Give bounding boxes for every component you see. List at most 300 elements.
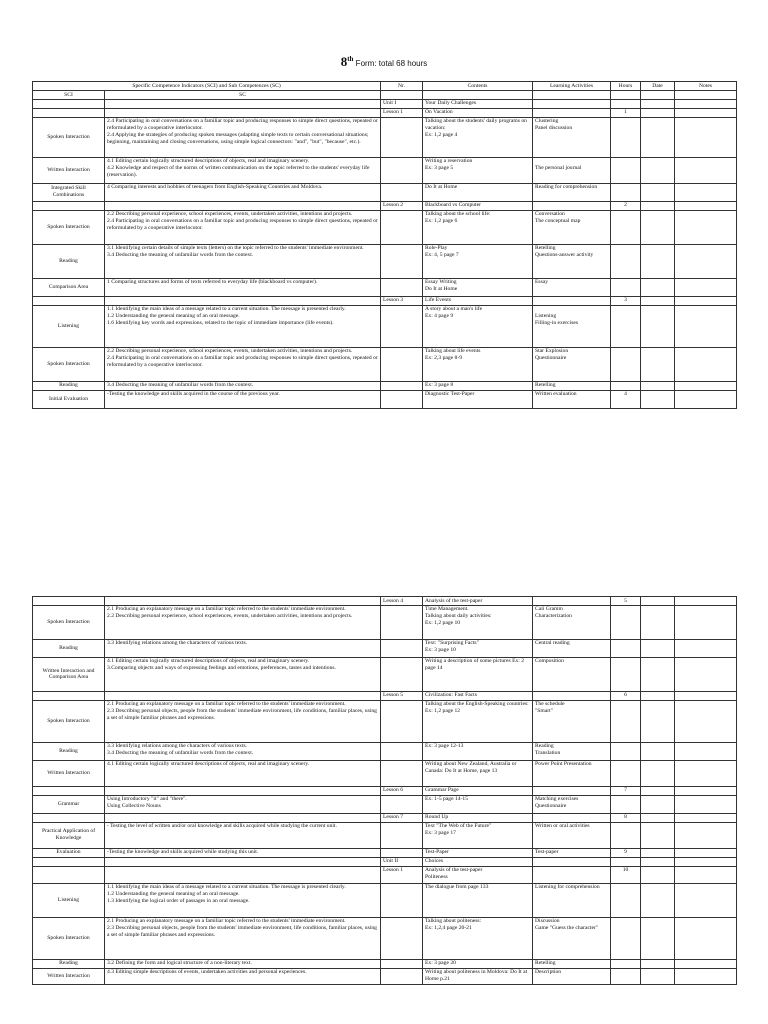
table-row [33,244,737,278]
sc-cell: 2.1 Producing an explanatory message on a familiar topic referred to the students' immediate environment. 2.2 Describing personal experience, school experiences, events, undertaken activities, intentions and projects. [105,605,381,639]
contents-cell: Diagnostic Test-Paper [423,390,533,408]
sc-cell: 4 Comparing interests and hobbies of teenagers from English-Speaking Countries and Moldova. [105,183,381,201]
notes-cell [675,99,737,108]
contents-cell: Time Management. Talking about daily activities: Ex: 1,2 page 10 [423,605,533,639]
header-hours: Hours [611,82,641,91]
sci-cell: Spoken Interaction [33,210,105,244]
subheader-row [33,91,737,100]
nr-cell [381,244,423,278]
date-cell [641,183,675,201]
nr-cell: Lesson 1 [381,866,423,883]
contents-cell: Ex: 3 page 8 [423,381,533,390]
table-row [33,742,737,760]
contents-cell: Writing about New Zealand, Australia or Canada: Do It at Home, page 13 [423,760,533,786]
table-row [33,278,737,296]
table-1-body [33,99,737,408]
activities-cell [533,597,611,606]
nr-cell [381,968,423,984]
sci-cell: Evaluation [33,848,105,857]
sc-cell: 1.1 Identifying the main ideas of a message related to a current situation. The message is presented clearly. 1.2 Understanding the general meaning of an oral message. 1.6 Identifying key words and expressions, related to the topic of immediate importance (life events). [105,305,381,347]
hours-cell [611,883,641,917]
header-activities: Learning Activities [533,82,611,91]
activities-cell: Written or oral activities [533,822,611,848]
date-cell [641,848,675,857]
activities-cell: The personal journal [533,157,611,183]
hours-cell: 10 [611,866,641,883]
contents-cell: Grammar Page [423,786,533,795]
sc-cell: 1.1 Identifying the main ideas of a message related to a current situation. The message is presented clearly. 1.2 Understanding the general meaning of an oral message. 1.3 Identifying the logical order of passages in an oral message. [105,883,381,917]
contents-cell: Round Up [423,813,533,822]
sc-cell: 4.1 Editing certain logically structured descriptions of objects, real and imaginary scenery. 4.2 Knowledge and respect of the norms of written communication on the topic referred to the students' everyday life (reservation). [105,157,381,183]
contents-cell: Role-Play Ex: 4, 5 page 7 [423,244,533,278]
nr-cell: Lesson 4 [381,597,423,606]
contents-cell: On Vacation [423,108,533,117]
header-row [33,82,737,91]
sc-cell [105,99,381,108]
notes-cell [675,883,737,917]
sci-cell: Grammar [33,795,105,813]
table-row [33,968,737,984]
hours-cell [611,183,641,201]
notes-cell [675,760,737,786]
sc-cell: 3.1 Identifying certain details of simple texts (letters) on the topic referred to the students' immediate environment. 3.4 Deducting the meaning of unfamiliar words from the context. [105,244,381,278]
sci-cell: Written Interaction and Comparison Area [33,657,105,691]
hours-cell: 9 [611,848,641,857]
contents-cell: Analysis of the test-paper Politeness [423,866,533,883]
unit-row [33,786,737,795]
contents-cell: Ex: 3 page 12-13 [423,742,533,760]
nr-cell [381,959,423,968]
nr-cell [381,390,423,408]
notes-cell [675,347,737,381]
sci-cell: Spoken Interaction [33,347,105,381]
table-row [33,639,737,657]
nr-cell [381,605,423,639]
table-row [33,959,737,968]
contents-cell: Text "The Web of the Future" Ex: 3 page 17 [423,822,533,848]
contents-cell: Your Daily Challenges [423,99,533,108]
date-cell [641,381,675,390]
nr-cell [381,917,423,959]
nr-cell: Lesson 2 [381,201,423,210]
table-row [33,917,737,959]
contents-cell: The dialogue from page 133 [423,883,533,917]
date-cell [641,605,675,639]
hours-cell: 6 [611,691,641,700]
contents-cell: Do It at Home [423,183,533,201]
sc-cell: 2.1 Producing an explanatory message on a familiar topic referred to the students' immediate environment. 2.3 Describing personal objects, people from the students' immediate environment, life conditions, familiar places, using a set of simple familiar phrases and expressions. [105,700,381,742]
activities-cell: Test-paper [533,848,611,857]
activities-cell [533,296,611,305]
sc-cell: -Testing the knowledge and skills acquired while studying this unit. [105,848,381,857]
table-row [33,822,737,848]
sc-cell: 4.1 Editing certain logically structured descriptions of objects, real and imaginary scenery. [105,760,381,786]
sci-cell: Practical Application of Knowledge [33,822,105,848]
date-cell [641,795,675,813]
nr-cell [381,347,423,381]
sci-cell: Reading [33,742,105,760]
hours-cell [611,639,641,657]
hours-cell [611,117,641,157]
nr-cell [381,657,423,691]
notes-cell [675,795,737,813]
date-cell [641,883,675,917]
table-row [33,347,737,381]
sci-cell: Reading [33,244,105,278]
date-cell [641,742,675,760]
notes-cell [675,700,737,742]
contents-cell: Talking about life events Ex: 2,3 page 8-9 [423,347,533,381]
activities-cell: Essay [533,278,611,296]
sci-cell: Spoken Interaction [33,605,105,639]
sci-cell: Spoken Interaction [33,117,105,157]
contents-cell: Talking about the school life: Ex: 1,2 page 6 [423,210,533,244]
table-2-body [33,597,737,985]
notes-cell [675,848,737,857]
notes-cell [675,639,737,657]
sci-cell: Comparison Area [33,278,105,296]
contents-cell: Civilization: Fast Facts [423,691,533,700]
date-cell [641,691,675,700]
sc-cell: 3.3 Identifying relations among the characters of various texts. 3.4 Deducting the meaning of unfamiliar words from the context. [105,742,381,760]
sc-cell [105,813,381,822]
date-cell [641,99,675,108]
nr-cell [381,381,423,390]
activities-cell: Listening for comprehension [533,883,611,917]
notes-cell [675,691,737,700]
notes-cell [675,296,737,305]
sci-cell: Integrated Skill Combinations [33,183,105,201]
hours-cell [611,244,641,278]
activities-cell [533,108,611,117]
contents-cell: Choices [423,857,533,866]
hours-cell [611,657,641,691]
notes-cell [675,390,737,408]
nr-cell [381,848,423,857]
sci-cell: Spoken Interaction [33,700,105,742]
header-notes: Notes [675,82,737,91]
hours-cell [611,157,641,183]
notes-cell [675,866,737,883]
header-sc: SC [105,91,381,100]
contents-cell: Writing a description of some pictures Ex: 2 page 14 [423,657,533,691]
contents-cell: Ex: 1-5 page 14-15 [423,795,533,813]
nr-cell [381,183,423,201]
header-date: Date [641,82,675,91]
activities-cell: Retelling [533,381,611,390]
table-row [33,210,737,244]
table-row [33,848,737,857]
notes-cell [675,117,737,157]
activities-cell: The schedule "Smart" [533,700,611,742]
notes-cell [675,917,737,959]
hours-cell: 1 [611,108,641,117]
date-cell [641,305,675,347]
form-number-suffix: th [347,55,354,63]
date-cell [641,786,675,795]
sci-cell: Written Interaction [33,157,105,183]
contents-cell: Analysis of the test-paper [423,597,533,606]
contents-cell: Test-Paper [423,848,533,857]
notes-cell [675,657,737,691]
activities-cell: Discussion Game "Guess the character" [533,917,611,959]
nr-cell [381,883,423,917]
hours-cell [611,605,641,639]
sc-cell: 3.2 Defining the form and logical structure of a non-literary text. [105,959,381,968]
sc-cell [105,866,381,883]
sc-cell: 2.2 Describing personal experience, school experiences, events, undertaken activities, intentions and projects. 2.4 Participating in oral conversations on a familiar topic and producing responses to simple direct questions, repeated or reformulated by a cooperative interlocutor. [105,347,381,381]
activities-cell [533,857,611,866]
nr-cell: Lesson 7 [381,813,423,822]
hours-cell: 3 [611,296,641,305]
sc-cell [105,108,381,117]
unit-row [33,597,737,606]
activities-cell: Matching exercises Questionnaire [533,795,611,813]
nr-cell [381,305,423,347]
table-row [33,157,737,183]
sci-cell [33,691,105,700]
sc-cell [105,201,381,210]
sci-cell: Written Interaction [33,968,105,984]
activities-cell: Description [533,968,611,984]
table-row [33,795,737,813]
contents-cell: Writing about politeness in Moldova: Do It at Home p.21 [423,968,533,984]
table-row [33,883,737,917]
sci-cell [33,857,105,866]
date-cell [641,917,675,959]
activities-cell: Retelling Questions-answer activity [533,244,611,278]
date-cell [641,390,675,408]
sc-cell: 2.2 Describing personal experience, school experiences, events, undertaken activities, intentions and projects. 2.4 Participating in oral conversations on a familiar topic and producing responses to simple direct questions, repeated or reformulated by a cooperative interlocutor. [105,210,381,244]
notes-cell [675,786,737,795]
activities-cell: Power Point Presentation [533,760,611,786]
sc-cell: 4.3 Editing simple descriptions of events, undertaken activities and personal experiences. [105,968,381,984]
unit-row [33,99,737,108]
nr-cell: Unit I [381,99,423,108]
contents-cell: Talking about the students' daily programs on vacation: Ex: 1,2 page 4 [423,117,533,157]
nr-cell [381,700,423,742]
sc-cell: 3.3 Identifying relations among the characters of various texts. [105,639,381,657]
activities-cell [533,201,611,210]
date-cell [641,210,675,244]
curriculum-table-2 [32,596,737,985]
form-total-hours: Form: total 68 hours [353,59,428,68]
hours-cell [611,381,641,390]
contents-cell: Essay Writing Do It at Home [423,278,533,296]
nr-cell: Lesson 3 [381,296,423,305]
notes-cell [675,305,737,347]
contents-cell: Ex: 3 page 20 [423,959,533,968]
hours-cell [611,968,641,984]
notes-cell [675,959,737,968]
sci-cell: Reading [33,639,105,657]
nr-cell [381,639,423,657]
date-cell [641,813,675,822]
activities-cell: Central reading [533,639,611,657]
date-cell [641,700,675,742]
date-cell [641,278,675,296]
unit-row [33,201,737,210]
date-cell [641,347,675,381]
table-row [33,381,737,390]
sci-cell [33,296,105,305]
notes-cell [675,201,737,210]
activities-cell: Composition [533,657,611,691]
hours-cell [611,700,641,742]
sci-cell [33,813,105,822]
sci-cell [33,597,105,606]
notes-cell [675,244,737,278]
hours-cell [611,795,641,813]
sci-cell: Listening [33,305,105,347]
sc-cell [105,597,381,606]
activities-cell: Written evaluation [533,390,611,408]
activities-cell: Cali Gramm Characterization [533,605,611,639]
sci-cell [33,108,105,117]
activities-cell: Clustering Panel discussion [533,117,611,157]
unit-row [33,813,737,822]
nr-cell [381,742,423,760]
table-row [33,305,737,347]
unit-row [33,857,737,866]
table-row [33,605,737,639]
header-nr: Nr. [381,82,423,91]
unit-row [33,296,737,305]
sci-cell: Spoken Interaction [33,917,105,959]
table-row [33,657,737,691]
date-cell [641,597,675,606]
activities-cell [533,691,611,700]
contents-cell: Life Events [423,296,533,305]
hours-cell: 4 [611,390,641,408]
contents-cell: Talking about the English-Speaking countries: Ex: 1,2 page 12 [423,700,533,742]
sc-cell [105,786,381,795]
sc-cell: 2.4 Participating in oral conversations on a familiar topic and producing responses to simple direct questions, repeated or reformulated by a cooperative interlocutor. 2.4 Applying the strategies of producing spoken messages (adapting simple texts to certain conversational situations; beginning, maintaining and closing conversations, using simple logical connectors: "and", "but", "because", etc.). [105,117,381,157]
unit-row [33,866,737,883]
date-cell [641,760,675,786]
hours-cell [611,99,641,108]
table-row [33,760,737,786]
header-sci: SCI [33,91,105,100]
activities-cell [533,786,611,795]
sci-cell: Reading [33,381,105,390]
table-row [33,117,737,157]
hours-cell: 5 [611,597,641,606]
notes-cell [675,210,737,244]
hours-cell [611,347,641,381]
hours-cell [611,760,641,786]
notes-cell [675,597,737,606]
nr-cell [381,278,423,296]
notes-cell [675,381,737,390]
date-cell [641,822,675,848]
contents-cell: Writing a reservation Ex: 3 page 5 [423,157,533,183]
notes-cell [675,742,737,760]
date-cell [641,857,675,866]
nr-cell: Lesson 5 [381,691,423,700]
page-title [0,54,768,70]
sci-cell: Reading [33,959,105,968]
table-row [33,183,737,201]
date-cell [641,201,675,210]
sci-cell: Listening [33,883,105,917]
notes-cell [675,108,737,117]
activities-cell: Retelling [533,959,611,968]
notes-cell [675,857,737,866]
date-cell [641,968,675,984]
date-cell [641,157,675,183]
sc-cell: - Testing the level of written and/or oral knowledge and skills acquired while studying the current unit. [105,822,381,848]
activities-cell: Conversation The conceptual map [533,210,611,244]
date-cell [641,117,675,157]
header-contents: Contents [423,82,533,91]
nr-cell: Lesson 1 [381,108,423,117]
header-sci-sc: Specific Competence Indicators (SCI) and Sub Competences (SC) [33,82,381,91]
activities-cell: Listening Filling-in exercises [533,305,611,347]
curriculum-table-1 [32,81,737,409]
sc-cell [105,296,381,305]
table-row [33,390,737,408]
sc-cell: -Testing the knowledge and skills acquired in the course of the previous year. [105,390,381,408]
notes-cell [675,822,737,848]
activities-cell [533,813,611,822]
hours-cell [611,210,641,244]
unit-row [33,691,737,700]
sci-cell [33,786,105,795]
date-cell [641,639,675,657]
hours-cell [611,822,641,848]
sci-cell [33,866,105,883]
activities-cell: Reading Translation [533,742,611,760]
date-cell [641,108,675,117]
hours-cell: 7 [611,786,641,795]
sc-cell: 1 Comparing structures and forms of texts referred to everyday life (blackboard vs computer). [105,278,381,296]
contents-cell: Blackboard vs Computer [423,201,533,210]
hours-cell [611,742,641,760]
notes-cell [675,605,737,639]
hours-cell [611,857,641,866]
nr-cell [381,117,423,157]
nr-cell [381,157,423,183]
sci-cell: Initial Evaluation [33,390,105,408]
sci-cell [33,99,105,108]
notes-cell [675,183,737,201]
contents-cell: A story about a man's life Ex: 4 page 9 [423,305,533,347]
nr-cell: Unit II [381,857,423,866]
activities-cell [533,99,611,108]
contents-cell: Text: "Surprising Facts" Ex: 3 page 10 [423,639,533,657]
date-cell [641,657,675,691]
date-cell [641,959,675,968]
notes-cell [675,813,737,822]
nr-cell [381,760,423,786]
sc-cell [105,691,381,700]
nr-cell: Lesson 6 [381,786,423,795]
activities-cell: Star Explosion Questionnaire [533,347,611,381]
sci-cell [33,201,105,210]
activities-cell: Reading for comprehension [533,183,611,201]
hours-cell: 2 [611,201,641,210]
form-number: 8 [340,54,348,69]
hours-cell [611,278,641,296]
nr-cell [381,822,423,848]
table-row [33,700,737,742]
notes-cell [675,968,737,984]
notes-cell [675,157,737,183]
hours-cell: 8 [611,813,641,822]
sc-cell [105,857,381,866]
nr-cell [381,795,423,813]
